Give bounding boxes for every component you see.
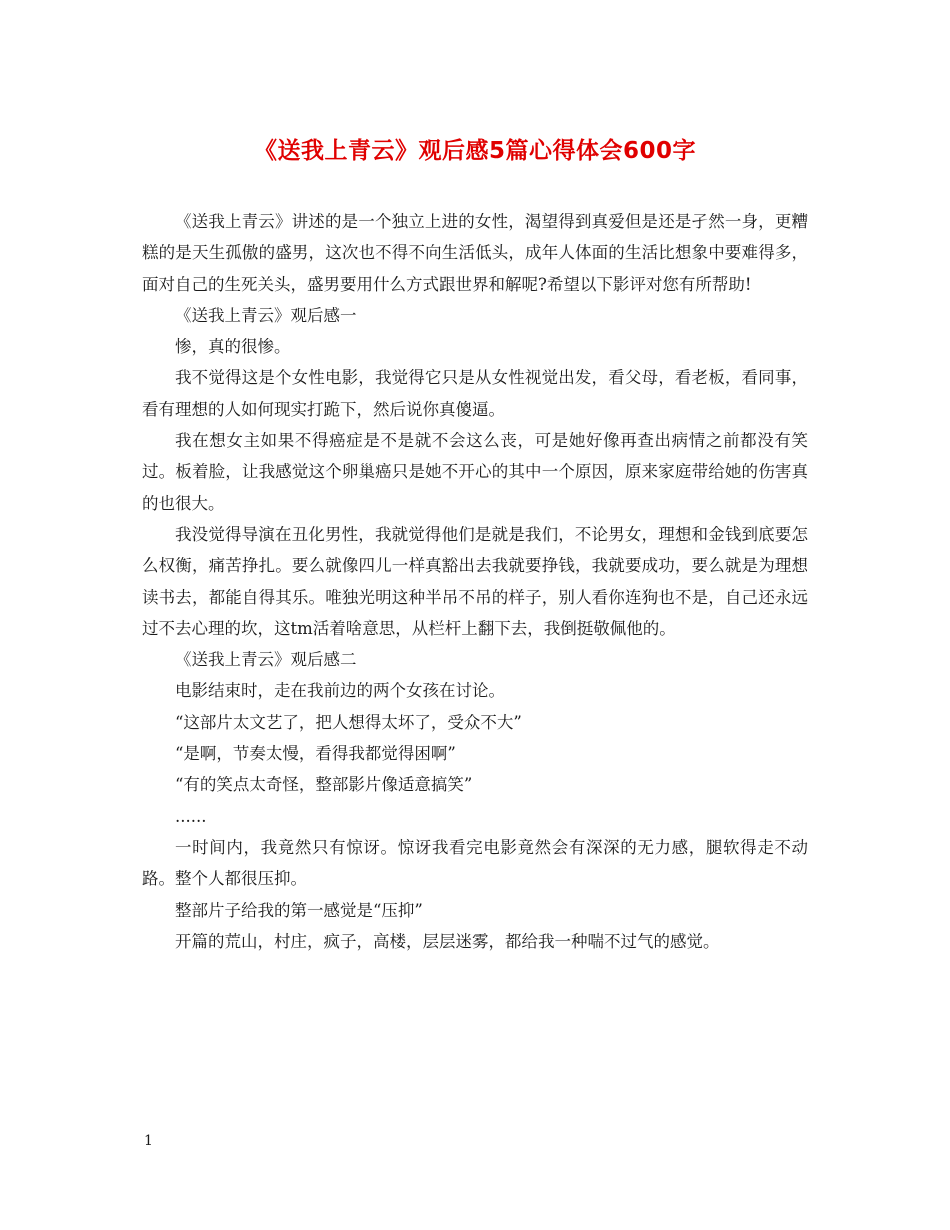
paragraph: 开篇的荒山，村庄，疯子，高楼，层层迷雾，都给我一种喘不过气的感觉。 [175, 931, 720, 951]
paragraph: 我在想女主如果不得癌症是不是就不会这么丧，可是她好像再查出病情之前都没有笑过。板着脸，让我感觉这个卵巢癌只是她不开心的其中一个原因，原来家庭带给她的伤害真的也很大。 [142, 431, 808, 513]
page-number: 1 [144, 1133, 153, 1149]
quote-line: “是啊，节奏太慢，看得我都觉得困啊” [175, 744, 456, 764]
paragraph: 我不觉得这是个女性电影，我觉得它只是从女性视觉出发，看父母，看老板，看同事，看有理想的人如何现实打跪下，然后说你真傻逼。 [142, 368, 808, 419]
paragraph-intro: 《送我上青云》讲述的是一个独立上进的女性，渴望得到真爱但是还是孑然一身，更糟糕的是天生孤傲的盛男，这次也不得不向生活低头，成年人体面的生活比想象中要难得多，面对自己的生死关头，盛男要用什么方式跟世界和解呢?希望以下影评对您有所帮助! [142, 212, 808, 294]
ellipsis-line: ...... [175, 806, 207, 826]
paragraph: 一时间内，我竟然只有惊讶。惊讶我看完电影竟然会有深深的无力感，腿软得走不动路。整个人都很压抑。 [142, 837, 808, 889]
section-heading-2: 《送我上青云》观后感二 [175, 650, 357, 670]
paragraph: 我没觉得导演在丑化男性，我就觉得他们是就是我们，不论男女，理想和金钱到底要怎么权衡，痛苦挣扎。要么就像四儿一样真豁出去我就要挣钱，我就要成功，要么就是为理想读书去，都能自得其乐。唯独光明这种半吊不吊的样子，别人看你连狗也不是，自己还永远过不去心理的坎，这tm活着啥意思，从栏杆上翻下去，我倒挺敬佩他的。 [142, 524, 808, 638]
quote-line: “这部片太文艺了，把人想得太坏了，受众不大” [175, 712, 522, 732]
document-title: 《送我上青云》观后感5篇心得体会600字 [253, 138, 696, 164]
paragraph: 整部片子给我的第一感觉是“压抑” [175, 900, 423, 920]
paragraph: 电影结束时，走在我前边的两个女孩在讨论。 [175, 681, 505, 701]
quote-line: “有的笑点太奇怪，整部影片像适意搞笑” [175, 775, 473, 795]
document-body [142, 206, 808, 957]
paragraph: 惨，真的很惨。 [175, 337, 291, 357]
section-heading-1: 《送我上青云》观后感一 [175, 305, 357, 325]
